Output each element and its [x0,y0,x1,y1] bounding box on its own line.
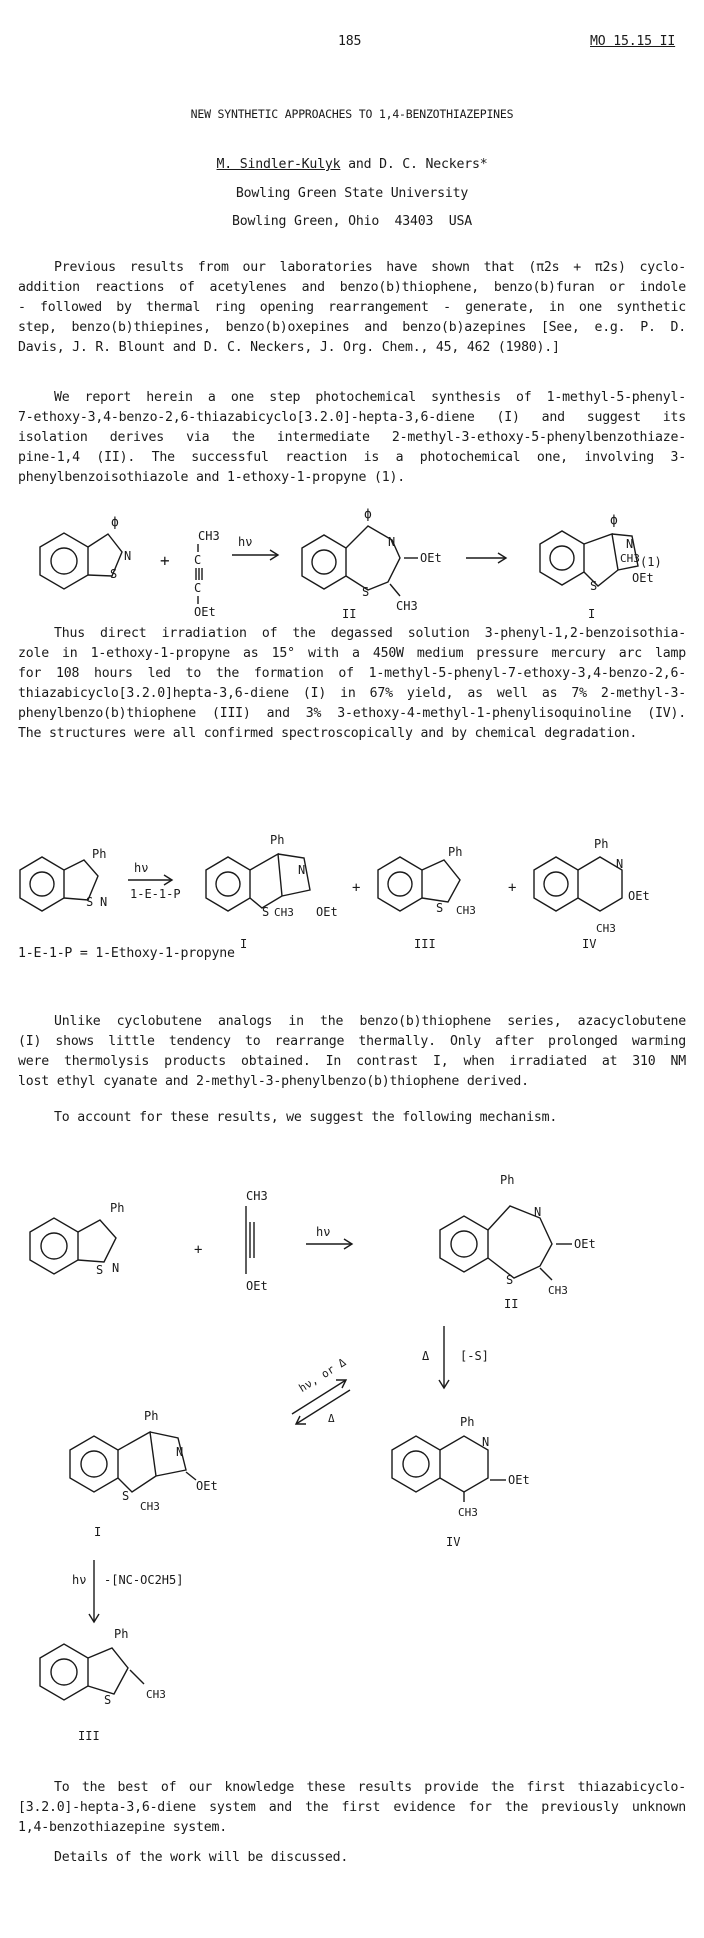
svg-text:hν: hν [316,1225,331,1239]
svg-text:hν: hν [134,861,149,875]
equation-number: (1) [640,555,662,569]
svg-text:N: N [482,1435,490,1449]
svg-text:S: S [362,585,370,599]
svg-text:N: N [112,1261,120,1275]
text-line: addition reactions of acetylenes and benzo(b)thiophene, benzo(b)furan or indole [18,280,686,295]
phenyl-symbol: ϕ [111,515,119,530]
text-line: (I) shows little tendency to rearrange thermally. Only after prolonged warming [18,1034,686,1049]
text-line: pine-1,4 (II). The successful reaction is a photochemical one, involving 3- [18,450,686,465]
sulfur-loss-label: [-S] [460,1349,489,1363]
svg-text:N: N [298,863,306,877]
svg-text:CH3: CH3 [146,1688,166,1701]
hv-label: hν [238,535,253,549]
affiliation-1: Bowling Green State University [235,186,469,201]
text-line: We report herein a one step photochemical synthesis of 1-methyl-5-phenyl- [54,390,686,405]
paragraph-1 [18,258,686,358]
label-II: II [504,1297,519,1311]
svg-text:S: S [96,1263,104,1277]
text-line: The structures were all confirmed spectroscopically and by chemical degradation. [18,726,638,741]
label-IV: IV [582,937,597,951]
abbreviation-legend: 1-E-1-P = 1-Ethoxy-1-propyne [18,946,235,961]
label-I: I [240,937,248,951]
thiazabicycle-I-structure [540,513,662,620]
svg-text:Ph: Ph [110,1201,125,1215]
paragraph-3 [18,624,686,744]
text-line: Davis, J. R. Blount and D. C. Neckers, J. Org. Chem., 45, 462 (1980).] [18,340,560,355]
benzothiophene-III-structure [378,845,476,951]
text-line: - followed by thermal ring opening rearrangement - generate, in one synthetic [18,300,686,315]
text-line: phenylbenzoisothiazole and 1-ethoxy-1-propyne (1). [18,470,405,485]
paragraph-4 [18,1012,686,1092]
label-I: I [588,607,596,620]
text-line: lost ethyl cyanate and 2-methyl-3-phenylbenzo(b)thiophene derived. [18,1074,529,1089]
author-2: D. C. Neckers* [379,157,488,172]
svg-text:CH3: CH3 [274,906,294,919]
benzisothiazole-structure [30,1201,124,1277]
author-conjunction: and [340,157,380,172]
svg-text:Δ: Δ [422,1349,430,1363]
isoquinoline-IV-structure [392,1415,530,1549]
svg-text:S: S [436,901,444,915]
label-II: II [342,607,357,620]
svg-text:N: N [626,537,634,551]
benzothiazepine-II-structure [302,507,442,620]
svg-text:CH3: CH3 [620,552,640,565]
svg-text:Ph: Ph [448,845,463,859]
paper-title: NEW SYNTHETIC APPROACHES TO 1,4-BENZOTHIAZEPINES [190,107,514,121]
svg-text:OEt: OEt [316,905,338,919]
label-III: III [414,937,436,951]
text-line: were thermolysis products obtained. In contrast I, when irradiated at 310 NM [18,1054,686,1069]
svg-text:S: S [590,579,598,593]
svg-text:Ph: Ph [114,1627,129,1641]
author-1: M. Sindler-Kulyk [216,157,341,172]
svg-text:Ph: Ph [92,847,107,861]
svg-text:OEt: OEt [628,889,650,903]
svg-text:OEt: OEt [194,605,216,619]
document-code: MO 15.15 II [590,34,676,49]
ethoxypropyne-structure [246,1189,268,1293]
paragraph-5: To account for these results, we suggest the following mechanism. [54,1110,558,1125]
mechanism-scheme [0,1150,704,1750]
svg-text:N: N [100,895,108,909]
svg-text:ϕ: ϕ [364,507,372,522]
svg-text:+: + [508,880,517,896]
svg-text:CH3: CH3 [596,922,616,935]
svg-text:+: + [160,551,170,570]
text-line: phenylbenzo(b)thiophene (III) and 3% 3-ethoxy-4-methyl-1-phenylisoquinoline (IV). [18,706,686,721]
svg-text:OEt: OEt [574,1237,596,1251]
svg-text:hν: hν [72,1573,87,1587]
forward-conditions: hν, or Δ [296,1355,349,1395]
svg-text:S: S [122,1489,130,1503]
reaction-scheme-2 [0,808,704,958]
svg-text:Δ: Δ [328,1412,335,1425]
svg-text:N: N [388,535,396,549]
svg-text:N: N [534,1205,542,1219]
ethyl-cyanate-loss: -[NC-OC2H5] [104,1573,184,1587]
svg-text:CH3: CH3 [246,1189,268,1203]
svg-text:CH3: CH3 [456,904,476,917]
label-IV: IV [446,1535,461,1549]
svg-text:CH3: CH3 [396,599,418,613]
text-line: To the best of our knowledge these results provide the first thiazabicyclo- [54,1780,686,1795]
svg-text:OEt: OEt [246,1279,268,1293]
text-line: zole in 1-ethoxy-1-propyne as 15° with a 450W medium pressure mercury arc lamp [18,646,686,661]
svg-text:ϕ: ϕ [610,513,618,528]
thiazabicycle-I-structure [70,1409,218,1539]
svg-text:CH3: CH3 [198,529,220,543]
text-line: thiazabicyclo[3.2.0]hepta-3,6-diene (I) in 67% yield, as well as 7% 2-methyl-3- [18,686,686,701]
benzisothiazole-structure [20,847,107,911]
text-line: Thus direct irradiation of the degassed solution 3-phenyl-1,2-benzoisothia- [54,626,686,641]
svg-text:S: S [506,1273,514,1287]
svg-text:Ph: Ph [144,1409,159,1423]
thiazabicycle-I-structure [206,833,338,951]
paragraph-6 [18,1778,686,1838]
text-line: step, benzo(b)thiepines, benzo(b)oxepines and benzo(b)azepines [See, e.g. P. D. [18,320,686,335]
svg-text:N: N [176,1445,184,1459]
author-line [0,155,704,175]
nitrogen-atom: N [124,549,132,563]
svg-text:N: N [616,857,624,871]
reagent-label: 1-E-1-P [130,887,181,901]
svg-text:CH3: CH3 [458,1506,478,1519]
svg-text:OEt: OEt [632,571,654,585]
text-line: 1,4-benzothiazepine system. [18,1820,227,1835]
sulfur-atom: S [110,567,118,581]
svg-text:C: C [194,581,202,595]
svg-text:+: + [194,1242,203,1258]
text-line: [3.2.0]-hepta-3,6-diene system and the first evidence for the previously unknown [18,1800,686,1815]
ethoxypropyne-structure [194,529,220,619]
svg-text:S: S [104,1693,112,1707]
reaction-scheme-1 [0,500,704,620]
isoquinoline-IV-structure [534,837,650,951]
text-line: isolation derives via the intermediate 2-methyl-3-ethoxy-5-phenylbenzothiaze- [18,430,686,445]
svg-text:CH3: CH3 [548,1284,568,1297]
text-line: for 108 hours led to the formation of 1-methyl-5-phenyl-7-ethoxy-3,4-benzo-2,6- [18,666,686,681]
svg-text:S: S [86,895,94,909]
text-line: Unlike cyclobutene analogs in the benzo(b)thiophene series, azacyclobutene [54,1014,686,1029]
svg-text:Ph: Ph [270,833,285,847]
benzisothiazole-structure [40,515,131,589]
text-line: Previous results from our laboratories have shown that (π2s + π2s) cyclo- [54,260,686,275]
paragraph-2 [18,388,686,488]
svg-text:Ph: Ph [594,837,609,851]
page-number: 185 [338,34,362,49]
svg-text:S: S [262,905,270,919]
paragraph-7: Details of the work will be discussed. [54,1850,349,1865]
benzothiophene-III-structure [40,1627,166,1743]
svg-text:OEt: OEt [508,1473,530,1487]
svg-text:OEt: OEt [420,551,442,565]
svg-text:Ph: Ph [500,1173,515,1187]
svg-text:+: + [352,880,361,896]
affiliation-2: Bowling Green, Ohio 43403 USA [232,214,472,229]
label-III: III [78,1729,100,1743]
label-I: I [94,1525,102,1539]
svg-text:Ph: Ph [460,1415,475,1429]
svg-text:CH3: CH3 [140,1500,160,1513]
svg-text:C: C [194,553,202,567]
benzothiazepine-II-structure [440,1173,596,1311]
text-line: 7-ethoxy-3,4-benzo-2,6-thiazabicyclo[3.2.0]-hepta-3,6-diene (I) and suggest its [18,410,686,425]
svg-text:OEt: OEt [196,1479,218,1493]
